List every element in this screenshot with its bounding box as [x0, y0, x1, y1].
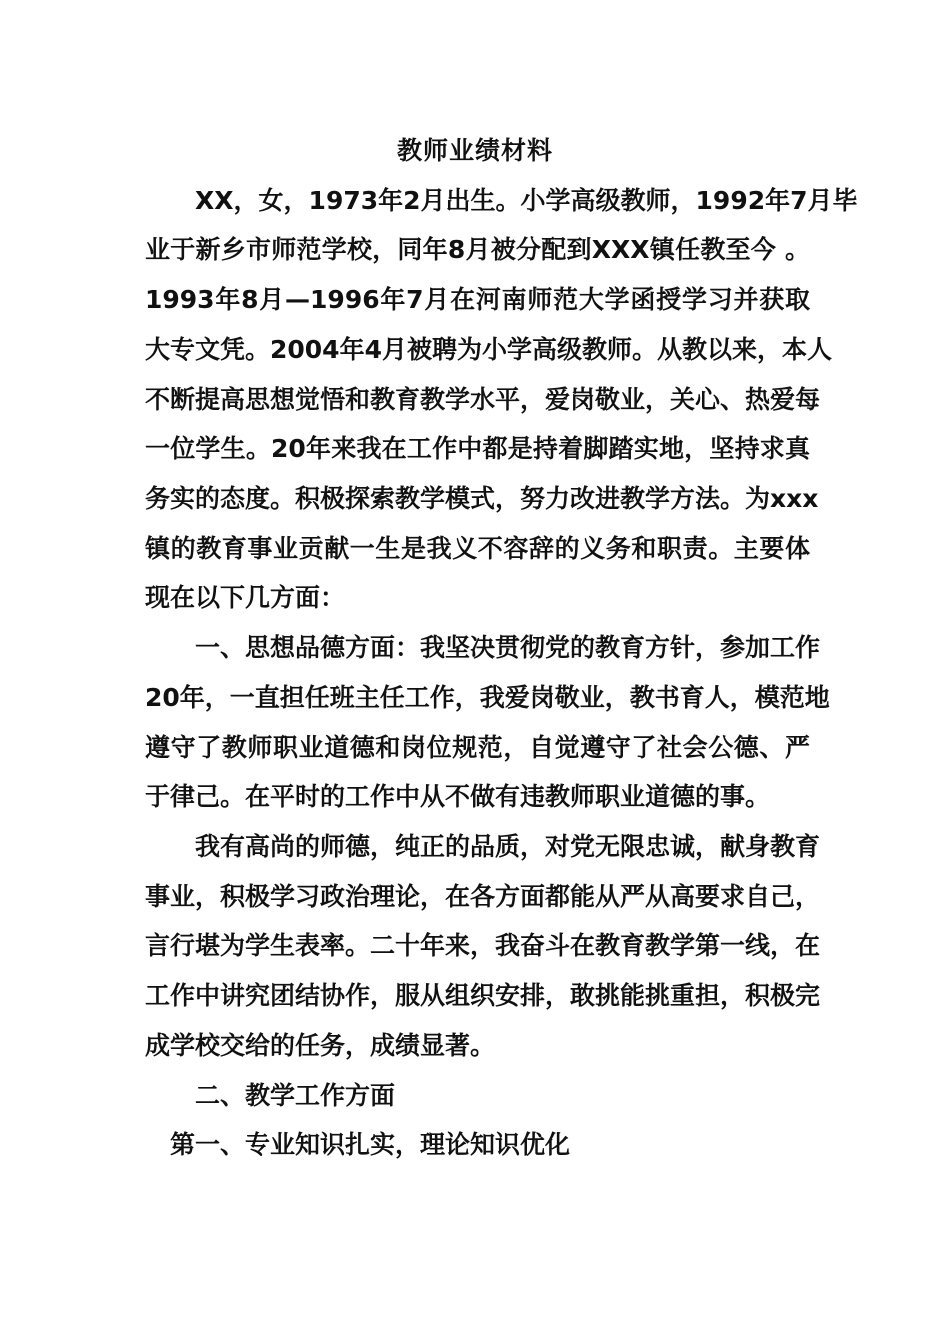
paragraph-line: 现在以下几方面：: [145, 583, 346, 612]
section-heading: 二、教学工作方面: [195, 1081, 396, 1110]
paragraph-line: 不断提高思想觉悟和教育教学水平，爱岗敬业，关心、热爱每: [145, 385, 821, 414]
paragraph-line: 一位学生。20年来我在工作中都是持着脚踏实地，坚持求真: [145, 434, 810, 463]
paragraph-line: 一、思想品德方面：我坚决贯彻党的教育方针，参加工作: [195, 633, 821, 662]
paragraph-line: 20年，一直担任班主任工作，我爱岗敬业，教书育人，模范地: [145, 683, 830, 712]
paragraph-line: XX，女，1973年2月出生。小学高级教师，1992年7月毕: [195, 186, 858, 215]
paragraph-line: 遵守了教师职业道德和岗位规范，自觉遵守了社会公德、严: [145, 733, 810, 762]
paragraph-line: 务实的态度。积极探索教学模式，努力改进教学方法。为xxx: [145, 484, 819, 513]
paragraph-line: 言行堪为学生表率。二十年来，我奋斗在教育教学第一线，在: [145, 931, 821, 960]
paragraph-line: 事业，积极学习政治理论，在各方面都能从严从高要求自己，: [145, 882, 821, 911]
paragraph-line: 于律己。在平时的工作中从不做有违教师职业道德的事。: [145, 782, 771, 811]
paragraph-line: 大专文凭。2004年4月被聘为小学高级教师。从教以来，本人: [145, 335, 832, 364]
paragraph-line: 我有高尚的师德，纯正的品质，对党无限忠诚，献身教育: [195, 832, 821, 861]
document-title: 教师业绩材料: [396, 136, 553, 165]
paragraph-line: 成学校交给的任务，成绩显著。: [145, 1031, 496, 1060]
subsection-heading: 第一、专业知识扎实，理论知识优化: [170, 1130, 571, 1159]
paragraph-line: 工作中讲究团结协作，服从组织安排，敢挑能挑重担，积极完: [145, 981, 821, 1010]
paragraph-line: 业于新乡市师范学校，同年8月被分配到XXX镇任教至今 。: [145, 235, 810, 264]
paragraph-line: 1993年8月—1996年7月在河南师范大学函授学习并获取: [145, 285, 810, 314]
paragraph-line: 镇的教育事业贡献一生是我义不容辞的义务和职责。主要体: [145, 534, 810, 563]
